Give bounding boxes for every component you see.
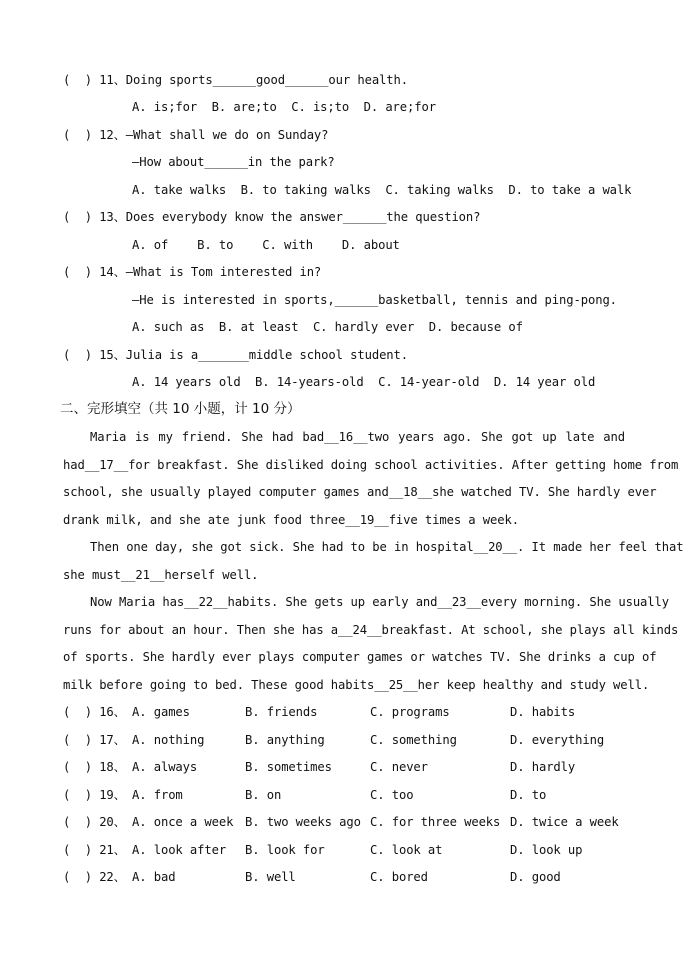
question-number: ( ) 18、 <box>63 760 126 774</box>
question-11-options: A. is;for B. are;to C. is;to D. are;for <box>132 100 436 114</box>
question-12-stem-reply: —How about______in the park? <box>132 155 335 169</box>
question-14-options: A. such as B. at least C. hardly ever D. because of <box>132 320 523 334</box>
question-11-stem: ( ) 11、Doing sports______good______our health. <box>63 73 409 87</box>
option-d: D. habits <box>510 705 576 719</box>
option-a: A. look after <box>132 843 227 857</box>
option-b: B. on <box>245 788 282 802</box>
option-b: B. two weeks ago <box>245 815 361 829</box>
option-c: C. look at <box>370 843 443 857</box>
question-14-stem: ( ) 14、—What is Tom interested in? <box>63 265 322 279</box>
option-a: A. bad <box>132 870 176 884</box>
question-12-stem: ( ) 12、—What shall we do on Sunday? <box>63 128 329 142</box>
option-b: B. well <box>245 870 296 884</box>
option-c: C. something <box>370 733 457 747</box>
option-c: C. never <box>370 760 428 774</box>
option-b: B. friends <box>245 705 318 719</box>
option-c: C. bored <box>370 870 428 884</box>
question-13-stem: ( ) 13、Does everybody know the answer______the question? <box>63 210 481 224</box>
passage-line: drank milk, and she ate junk food three__19__five times a week. <box>63 513 519 527</box>
option-a: A. nothing <box>132 733 205 747</box>
option-b: B. anything <box>245 733 325 747</box>
passage-line: milk before going to bed. These good habits__25__her keep healthy and study well. <box>63 678 650 692</box>
question-number: ( ) 20、 <box>63 815 126 829</box>
question-12-options: A. take walks B. to taking walks C. taking walks D. to take a walk <box>132 183 632 197</box>
passage-line: runs for about an hour. Then she has a__24__breakfast. At school, she plays all kinds <box>63 623 679 637</box>
passage-line: she must__21__herself well. <box>63 568 259 582</box>
question-number: ( ) 16、 <box>63 705 126 719</box>
option-b: B. sometimes <box>245 760 332 774</box>
option-d: D. look up <box>510 843 583 857</box>
question-number: ( ) 19、 <box>63 788 126 802</box>
option-c: C. too <box>370 788 414 802</box>
question-15-stem: ( ) 15、Julia is a_______middle school student. <box>63 348 409 362</box>
passage-line: Then one day, she got sick. She had to be in hospital__20__. It made her feel that <box>90 540 684 554</box>
question-13-options: A. of B. to C. with D. about <box>132 238 400 252</box>
passage-line: of sports. She hardly ever plays computer games or watches TV. She drinks a cup of <box>63 650 657 664</box>
option-a: A. games <box>132 705 190 719</box>
option-b: B. look for <box>245 843 325 857</box>
option-d: D. everything <box>510 733 605 747</box>
question-number: ( ) 22、 <box>63 870 126 884</box>
option-c: C. for three weeks <box>370 815 501 829</box>
question-14-stem-reply: —He is interested in sports,______basketball, tennis and ping-pong. <box>132 293 617 307</box>
question-number: ( ) 17、 <box>63 733 126 747</box>
passage-line: Now Maria has__22__habits. She gets up early and__23__every morning. She usually <box>90 595 670 609</box>
option-c: C. programs <box>370 705 450 719</box>
option-d: D. to <box>510 788 547 802</box>
section-2-title: 二、完形填空（共 10 小题，计 10 分） <box>60 401 301 417</box>
question-15-options: A. 14 years old B. 14-years-old C. 14-year-old D. 14 year old <box>132 375 596 389</box>
option-d: D. hardly <box>510 760 576 774</box>
option-a: A. from <box>132 788 183 802</box>
passage-line: Maria is my friend. She had bad__16__two years ago. She got up late and <box>90 430 625 444</box>
question-number: ( ) 21、 <box>63 843 126 857</box>
option-d: D. twice a week <box>510 815 619 829</box>
option-a: A. always <box>132 760 198 774</box>
passage-line: school, she usually played computer games and__18__she watched TV. She hardly ever <box>63 485 657 499</box>
passage-line: had__17__for breakfast. She disliked doing school activities. After getting home from <box>63 458 679 472</box>
option-d: D. good <box>510 870 561 884</box>
option-a: A. once a week <box>132 815 234 829</box>
